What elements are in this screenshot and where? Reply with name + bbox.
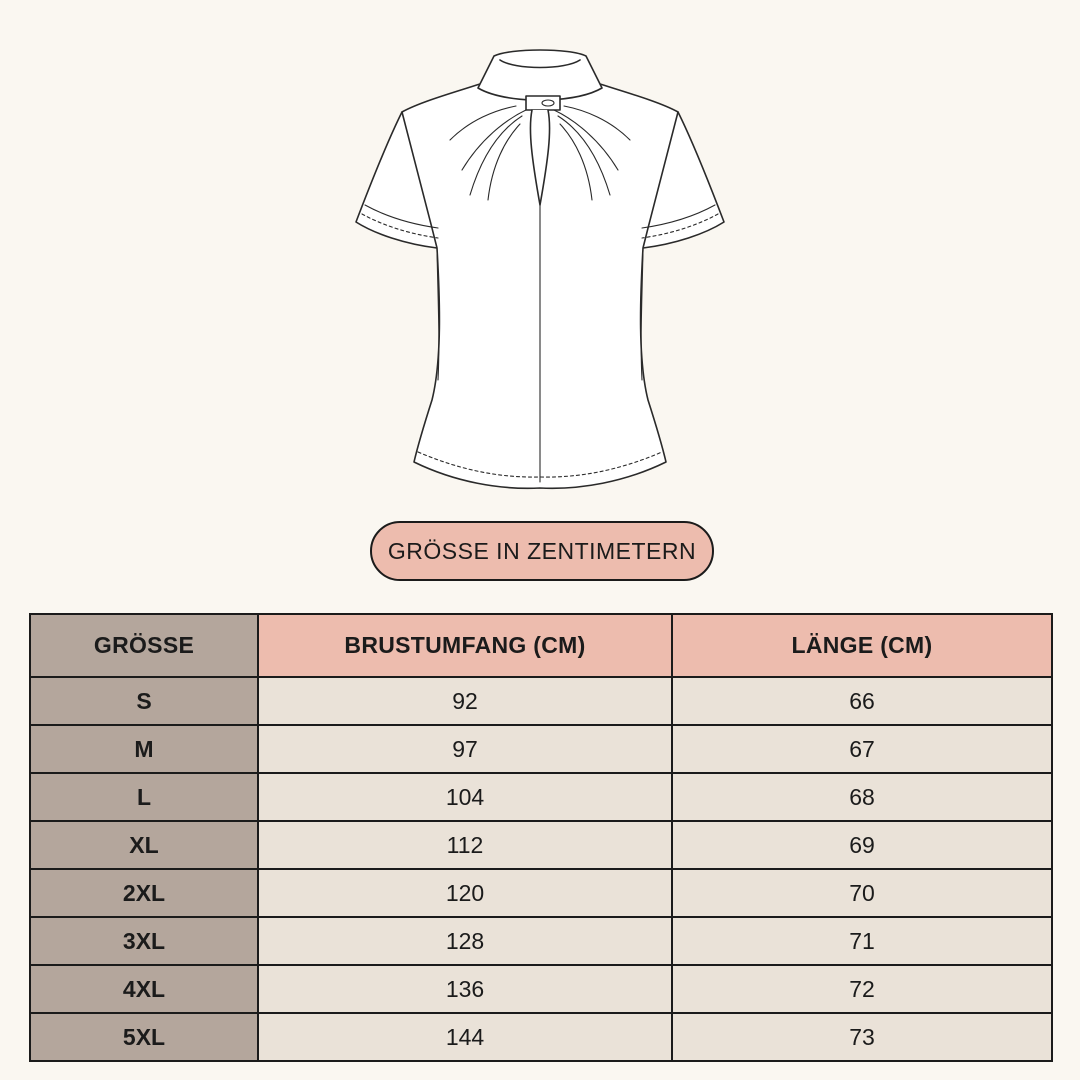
chest-cell: 144 [258,1013,672,1061]
size-cell: S [30,677,258,725]
chest-cell: 128 [258,917,672,965]
length-cell: 73 [672,1013,1052,1061]
chest-cell: 97 [258,725,672,773]
table-row [30,1013,1052,1061]
size-cell: 4XL [30,965,258,1013]
chest-cell: 92 [258,677,672,725]
length-cell: 66 [672,677,1052,725]
table-row [30,917,1052,965]
length-cell: 72 [672,965,1052,1013]
length-cell: 68 [672,773,1052,821]
table-row [30,869,1052,917]
table-header-row [30,614,1052,677]
header-chest: BRUSTUMFANG (CM) [258,614,672,677]
size-cell: XL [30,821,258,869]
size-unit-badge [370,521,714,581]
table-row [30,965,1052,1013]
size-cell: M [30,725,258,773]
size-cell: L [30,773,258,821]
header-size: GRÖSSE [30,614,258,677]
chest-cell: 120 [258,869,672,917]
chest-cell: 112 [258,821,672,869]
chest-cell: 136 [258,965,672,1013]
header-length: LÄNGE (CM) [672,614,1052,677]
blouse-sketch-icon [340,40,740,500]
size-chart-table [29,613,1053,1062]
table-row [30,773,1052,821]
table-row [30,725,1052,773]
size-cell: 5XL [30,1013,258,1061]
length-cell: 69 [672,821,1052,869]
table-row [30,677,1052,725]
table-row [30,821,1052,869]
length-cell: 71 [672,917,1052,965]
length-cell: 67 [672,725,1052,773]
size-unit-label: GRÖSSE IN ZENTIMETERN [387,537,697,564]
size-cell: 3XL [30,917,258,965]
chest-cell: 104 [258,773,672,821]
length-cell: 70 [672,869,1052,917]
size-cell: 2XL [30,869,258,917]
